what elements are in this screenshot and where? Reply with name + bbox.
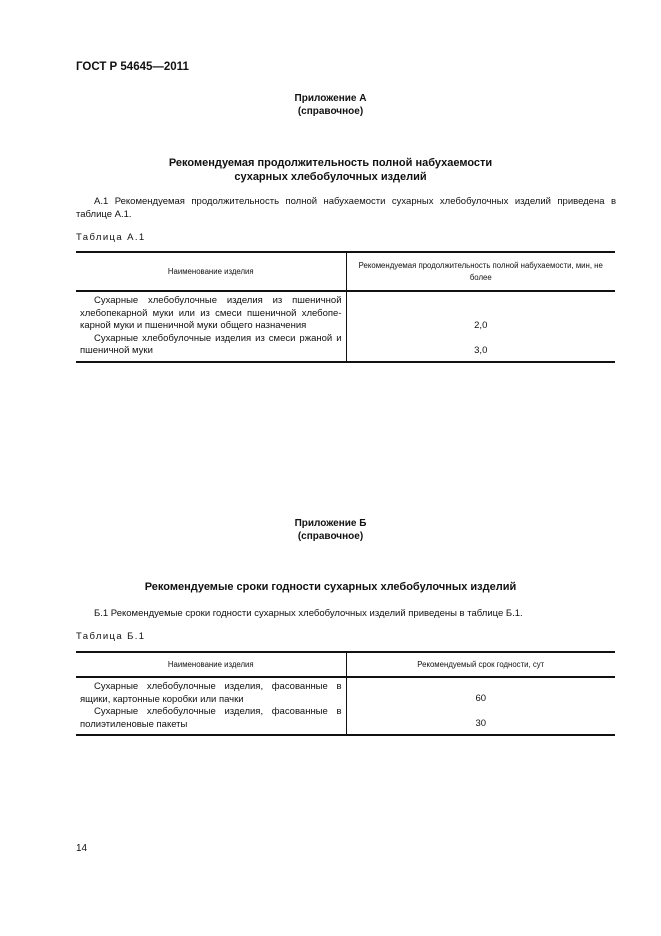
table-a1-caption: Таблица А.1 xyxy=(76,232,146,243)
table-a1-row1-value: 2,0 xyxy=(474,320,488,331)
table-b1 xyxy=(76,651,615,736)
annex-a-title: Приложение А xyxy=(294,93,367,104)
table-row xyxy=(76,677,615,735)
annex-a-section-title-line1: Рекомендуемая продолжительность полной набухаемости xyxy=(168,157,493,169)
table-a1 xyxy=(76,251,615,363)
table-a1-header-name: Наименование изделия xyxy=(76,252,346,291)
table-b1-row2-name: Сухарные хлебобулочные изделия, фасованные в полиэтиленовые пакеты xyxy=(80,706,342,730)
table-a1-row2-name: Сухарные хлебобулочные изделия из смеси ржаной и пшеничной муки xyxy=(80,332,342,356)
annex-a-section-title-line2: сухарных хлебобулочных изделий xyxy=(234,171,427,183)
annex-b-title: Приложение Б xyxy=(294,518,367,529)
table-b1-caption: Таблица Б.1 xyxy=(76,631,146,642)
table-a1-header-value: Рекомендуемая продолжительность полной набухаемости, мин, не более xyxy=(346,252,615,291)
table-b1-row1-name: Сухарные хлебобулочные изделия, фасованные в ящики, картонные коробки или пачки xyxy=(80,681,342,705)
annex-b-subtitle: (справочное) xyxy=(297,531,364,542)
annex-b-paragraph: Б.1 Рекомендуемые сроки годности сухарных хлебобулочных изделий приведены в таблице Б.1. xyxy=(94,608,523,619)
table-b1-header-name: Наименование изделия xyxy=(76,652,346,677)
document-id: ГОСТ Р 54645—2011 xyxy=(76,61,189,73)
table-row xyxy=(76,291,615,362)
table-b1-header-value: Рекомендуемый срок годности, сут xyxy=(346,652,615,677)
page-number: 14 xyxy=(76,843,88,854)
table-b1-row2-value: 30 xyxy=(475,717,487,729)
table-a1-row2-value: 3,0 xyxy=(474,344,488,356)
table-b1-row1-value: 60 xyxy=(475,693,487,704)
annex-b-section-title: Рекомендуемые сроки годности сухарных хлебобулочных изделий xyxy=(144,581,517,593)
annex-a-paragraph: А.1 Рекомендуемая продолжительность полной набухаемости сухарных хлебобулочных изделий приведена в таблице А.1. xyxy=(76,196,616,220)
table-a1-row1-name: Сухарные хлебобулочные изделия из пшеничной хлебопекарной муки или из смеси пшеничной хлебопекарной муки и пшеничной муки общего назначения xyxy=(80,295,342,331)
annex-a-subtitle: (справочное) xyxy=(297,106,364,117)
